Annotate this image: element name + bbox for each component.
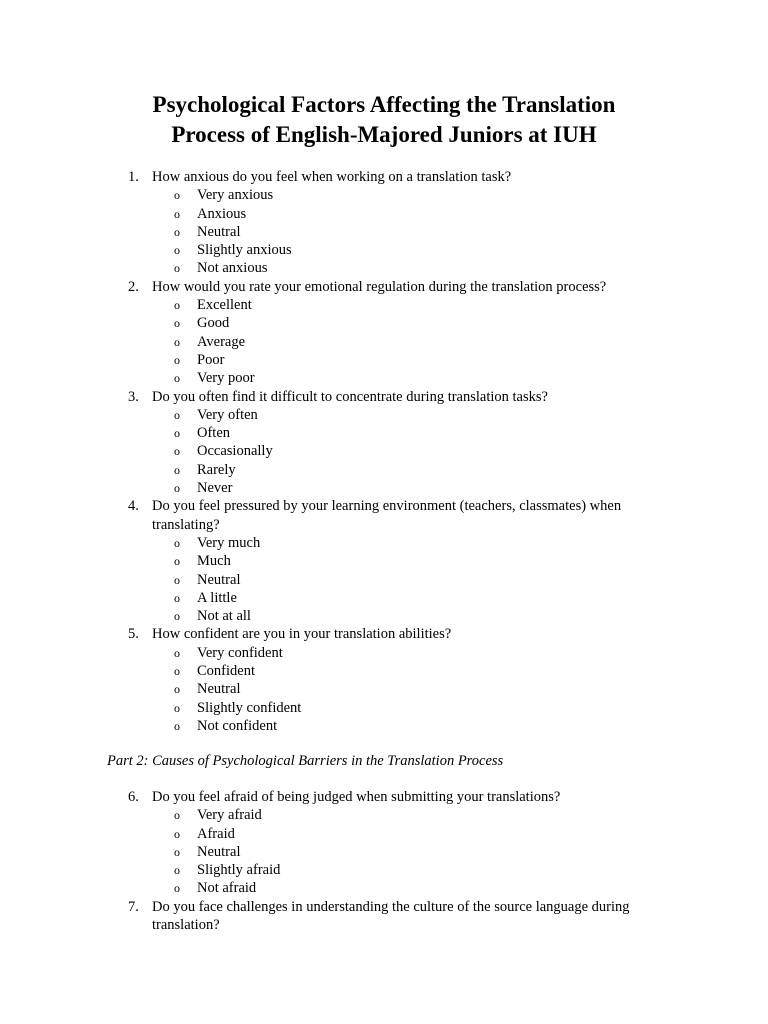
answer-option xyxy=(152,861,658,879)
circle-bullet-icon: o xyxy=(174,718,180,733)
option-label: Neutral xyxy=(197,223,241,240)
question-number: 1. xyxy=(128,169,139,185)
answer-option xyxy=(152,534,658,552)
circle-bullet-icon: o xyxy=(174,224,180,239)
option-label: Neutral xyxy=(197,843,241,860)
answer-option xyxy=(152,607,658,625)
circle-bullet-icon: o xyxy=(174,334,180,349)
option-label: Neutral xyxy=(197,571,241,588)
option-list xyxy=(152,186,658,277)
question-item xyxy=(0,898,768,935)
answer-option xyxy=(152,589,658,607)
answer-option xyxy=(152,479,658,497)
circle-bullet-icon: o xyxy=(174,808,180,823)
answer-option xyxy=(152,424,658,442)
option-label: A little xyxy=(197,589,237,606)
circle-bullet-icon: o xyxy=(174,863,180,878)
option-label: Very anxious xyxy=(197,187,274,204)
answer-option xyxy=(152,717,658,735)
answer-option xyxy=(152,314,658,332)
option-label: Not confident xyxy=(197,717,278,734)
option-label: Very poor xyxy=(197,370,255,387)
circle-bullet-icon: o xyxy=(174,682,180,697)
answer-option xyxy=(152,552,658,570)
question-text: How confident are you in your translation abilities? xyxy=(152,626,452,643)
circle-bullet-icon: o xyxy=(174,352,180,367)
question-number: 5. xyxy=(128,626,139,643)
answer-option xyxy=(152,699,658,717)
circle-bullet-icon: o xyxy=(174,298,180,313)
option-label: Slightly anxious xyxy=(197,242,292,259)
option-label: Anxious xyxy=(197,205,247,222)
page-title xyxy=(0,90,768,150)
option-label: Very afraid xyxy=(197,807,262,824)
question-text: How would you rate your emotional regulation during the translation process? xyxy=(152,278,607,295)
circle-bullet-icon: o xyxy=(174,664,180,679)
circle-bullet-icon: o xyxy=(174,590,180,605)
circle-bullet-icon: o xyxy=(174,316,180,331)
question-item xyxy=(0,625,768,735)
part2-question-list xyxy=(0,788,768,934)
option-label: Afraid xyxy=(197,825,235,842)
option-list xyxy=(152,534,658,625)
answer-option xyxy=(152,843,658,861)
option-label: Excellent xyxy=(197,297,252,314)
option-label: Very often xyxy=(197,406,258,423)
option-label: Often xyxy=(197,425,231,442)
answer-option xyxy=(152,205,658,223)
answer-option xyxy=(152,406,658,424)
option-label: Poor xyxy=(197,351,225,368)
question-number: 4. xyxy=(128,498,139,515)
circle-bullet-icon: o xyxy=(174,371,180,386)
circle-bullet-icon: o xyxy=(174,881,180,896)
option-label: Never xyxy=(197,480,233,497)
answer-option xyxy=(152,680,658,698)
circle-bullet-icon: o xyxy=(174,554,180,569)
answer-option xyxy=(152,662,658,680)
option-label: Occasionally xyxy=(197,443,273,460)
option-list xyxy=(152,296,658,387)
circle-bullet-icon: o xyxy=(174,609,180,624)
question-item xyxy=(0,278,768,388)
answer-option xyxy=(152,223,658,241)
answer-option xyxy=(152,461,658,479)
answer-option xyxy=(152,333,658,351)
circle-bullet-icon: o xyxy=(174,243,180,258)
option-list xyxy=(152,806,658,897)
circle-bullet-icon: o xyxy=(174,188,180,203)
question-item xyxy=(0,497,768,625)
answer-option xyxy=(152,351,658,369)
circle-bullet-icon: o xyxy=(174,261,180,276)
option-label: Much xyxy=(197,553,231,570)
option-label: Very much xyxy=(197,534,261,551)
circle-bullet-icon: o xyxy=(174,535,180,550)
circle-bullet-icon: o xyxy=(174,826,180,841)
question-text: Do you face challenges in understanding the culture of the source language during translation? xyxy=(152,898,630,934)
option-list xyxy=(152,644,658,735)
circle-bullet-icon: o xyxy=(174,206,180,221)
question-number: 7. xyxy=(128,898,139,915)
option-label: Not at all xyxy=(197,608,251,625)
question-text: Do you feel afraid of being judged when submitting your translations? xyxy=(152,789,561,805)
answer-option xyxy=(152,296,658,314)
circle-bullet-icon: o xyxy=(174,444,180,459)
circle-bullet-icon: o xyxy=(174,700,180,715)
circle-bullet-icon: o xyxy=(174,481,180,496)
circle-bullet-icon: o xyxy=(174,407,180,422)
part1-question-list xyxy=(0,168,768,735)
option-label: Slightly afraid xyxy=(197,862,281,879)
answer-option xyxy=(152,806,658,824)
circle-bullet-icon: o xyxy=(174,462,180,477)
option-label: Not anxious xyxy=(197,260,268,277)
option-label: Slightly confident xyxy=(197,699,302,716)
option-list xyxy=(152,406,658,497)
answer-option xyxy=(152,825,658,843)
question-text: Do you feel pressured by your learning environment (teachers, classmates) when translating? xyxy=(152,498,622,533)
answer-option xyxy=(152,241,658,259)
question-text: Do you often find it difficult to concentrate during translation tasks? xyxy=(152,388,548,405)
answer-option xyxy=(152,442,658,460)
option-label: Very confident xyxy=(197,644,283,661)
answer-option xyxy=(152,571,658,589)
title-line-2: Process of English-Majored Juniors at IUH xyxy=(171,122,597,147)
question-number: 2. xyxy=(128,278,139,295)
question-text: How anxious do you feel when working on a translation task? xyxy=(152,169,512,185)
option-label: Rarely xyxy=(197,461,236,478)
question-number: 6. xyxy=(128,789,139,805)
answer-option xyxy=(152,259,658,277)
option-label: Average xyxy=(197,333,246,350)
question-item xyxy=(0,388,768,498)
answer-option xyxy=(152,879,658,897)
circle-bullet-icon: o xyxy=(174,645,180,660)
question-item xyxy=(0,788,768,898)
answer-option xyxy=(152,369,658,387)
circle-bullet-icon: o xyxy=(174,844,180,859)
answer-option xyxy=(152,644,658,662)
part2-heading: Part 2: Causes of Psychological Barriers in the Translation Process xyxy=(107,753,504,769)
question-number: 3. xyxy=(128,388,139,405)
answer-option xyxy=(152,186,658,204)
option-label: Not afraid xyxy=(197,880,257,897)
circle-bullet-icon: o xyxy=(174,572,180,587)
title-line-1: Psychological Factors Affecting the Translation xyxy=(152,92,616,117)
option-label: Good xyxy=(197,315,230,332)
option-label: Neutral xyxy=(197,681,241,698)
circle-bullet-icon: o xyxy=(174,426,180,441)
option-label: Confident xyxy=(197,663,255,680)
question-item xyxy=(0,168,768,278)
